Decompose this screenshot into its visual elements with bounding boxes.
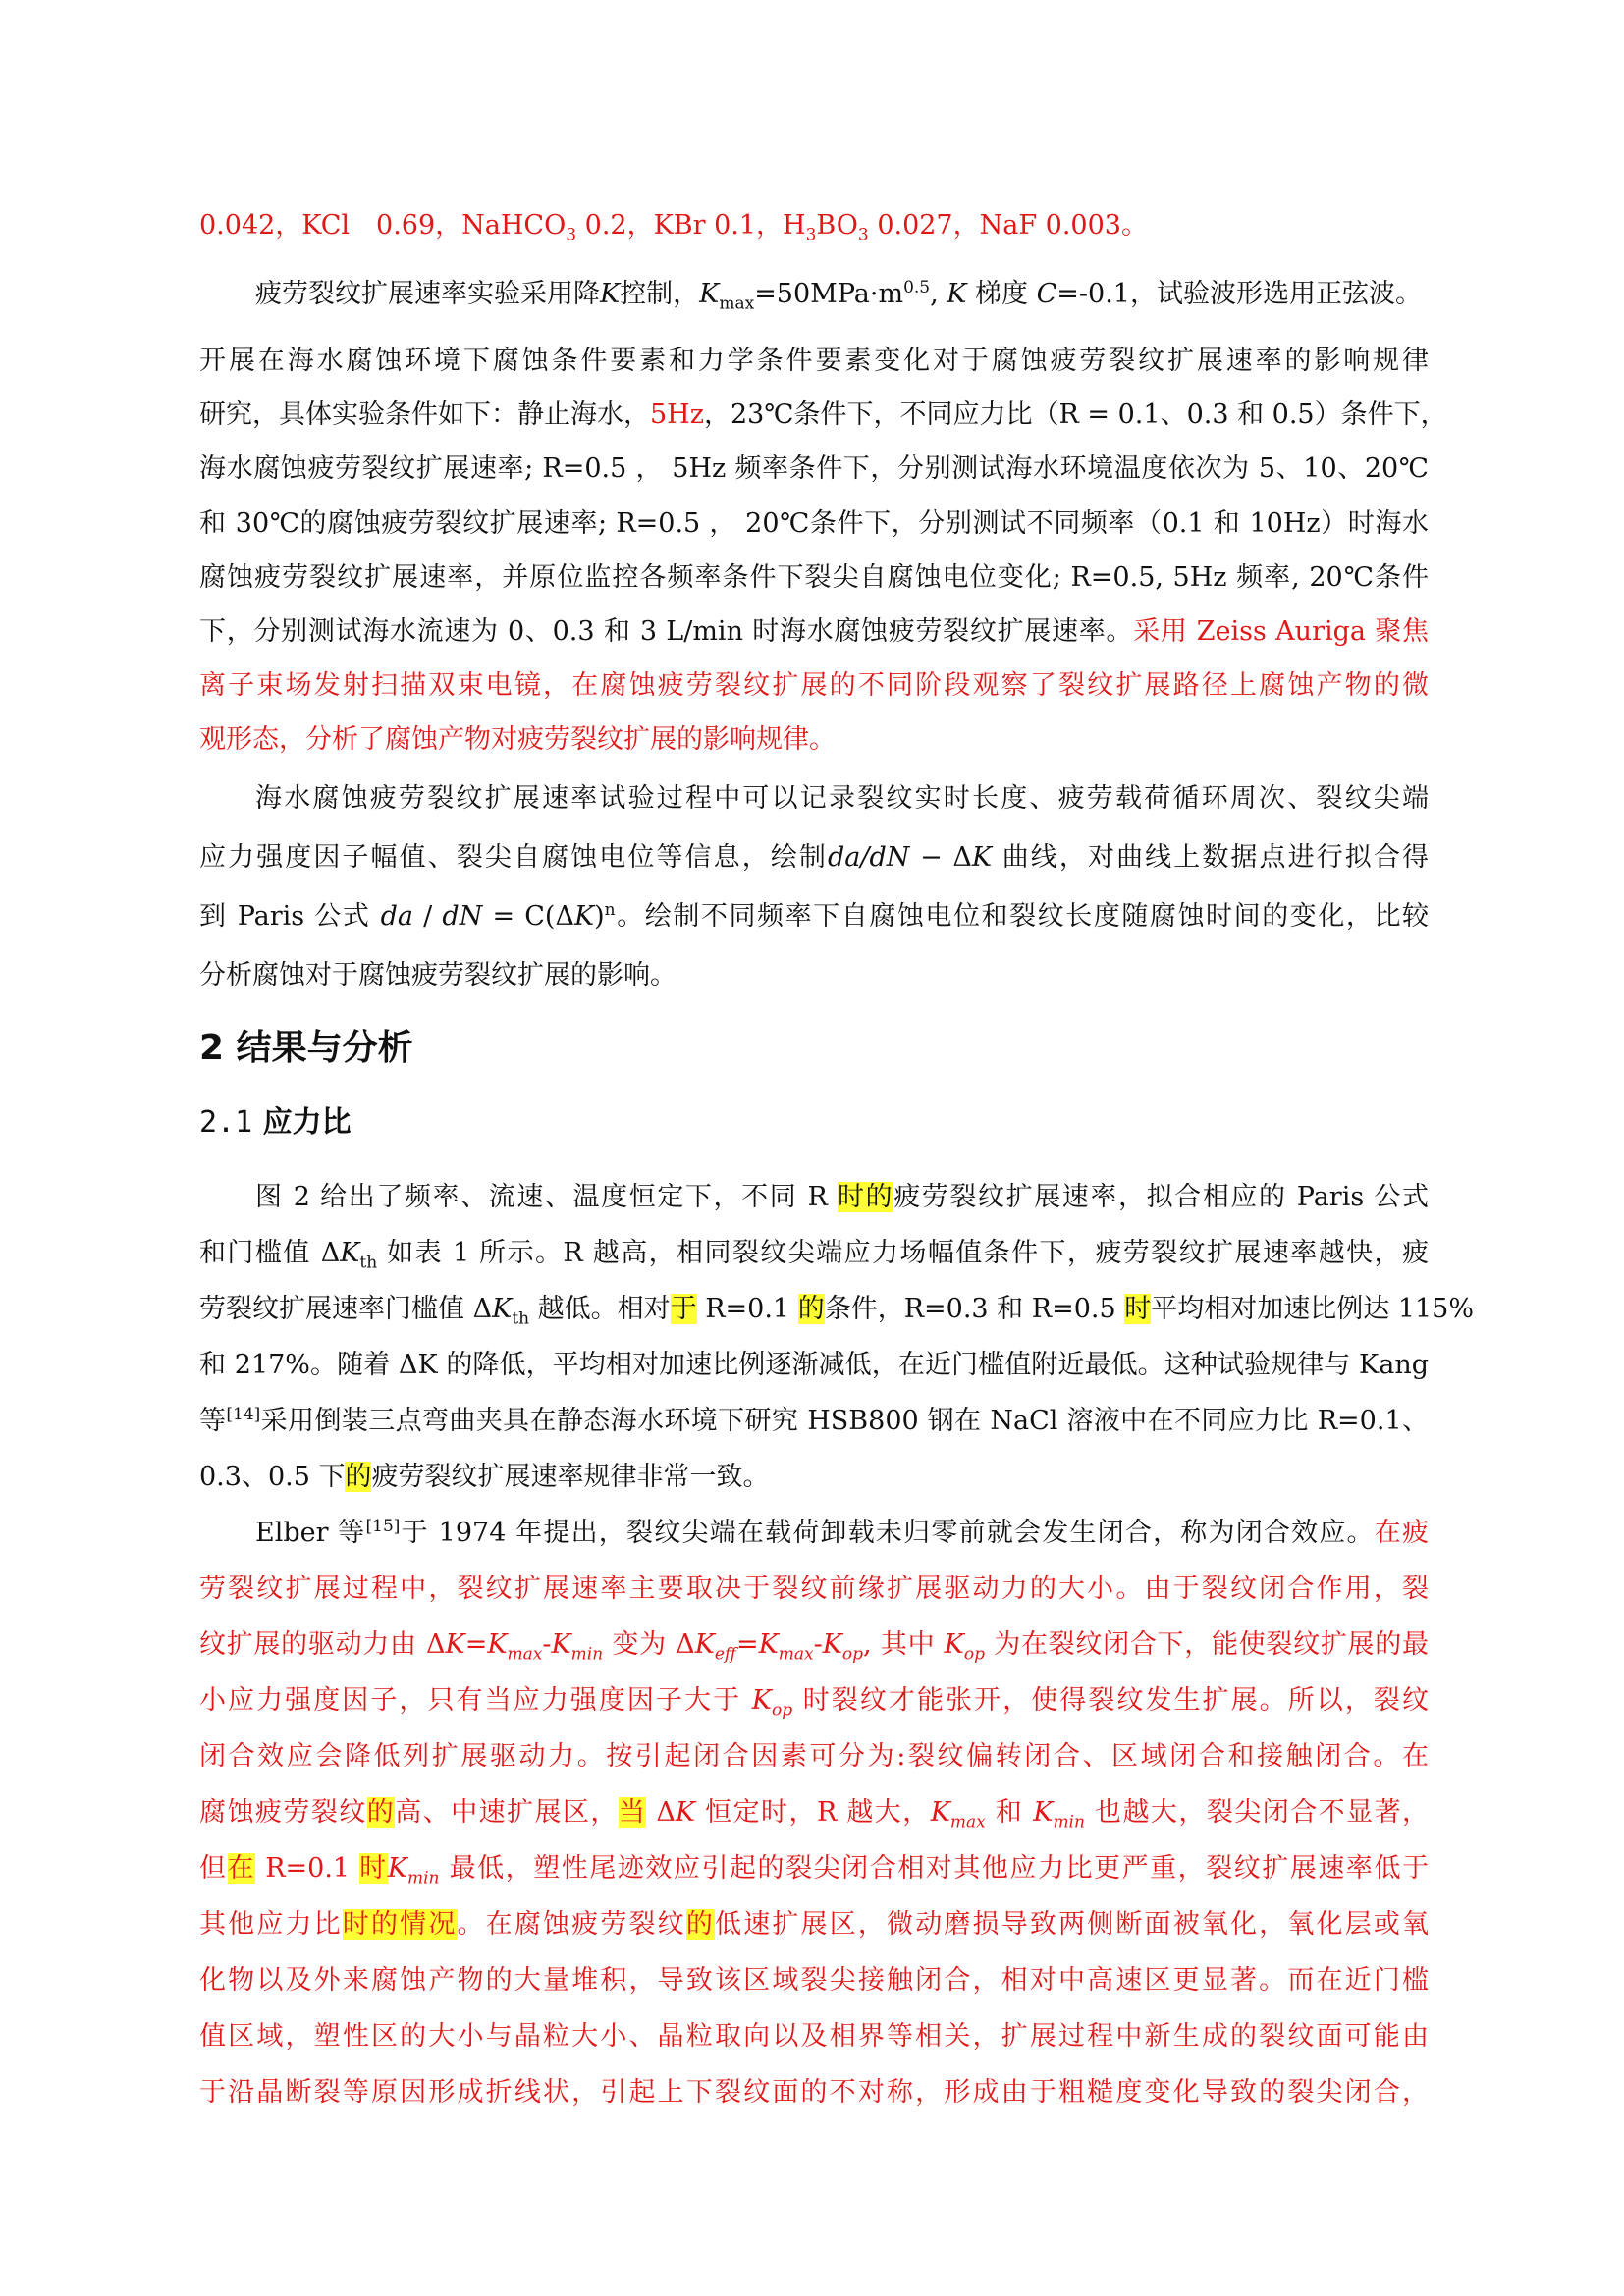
text-line: 小应力强度因子，只有当应力强度因子大于 $K_{op}$ 时裂纹才能张开，使得裂纹发生扩展。所以，裂纹: [199, 1685, 1429, 1721]
text-line: 于沿晶断裂等原因形成折线状，引起上下裂纹面的不对称，形成由于粗糙度变化导致的裂尖闭合，: [199, 2077, 1429, 2108]
text-line: 腐蚀疲劳裂纹扩展速率，并原位监控各频率条件下裂尖自腐蚀电位变化; R=0.5, 5Hz 频率, 20℃条件: [199, 562, 1429, 593]
text-line: 分析腐蚀对于腐蚀疲劳裂纹扩展的影响。: [199, 960, 677, 990]
text-line: 观形态，分析了腐蚀产物对疲劳裂纹扩展的影响规律。: [199, 724, 836, 755]
text-line: 闭合效应会降低列扩展驱动力。按引起闭合因素可分为:裂纹偏转闭合、区域闭合和接触闭合。在: [199, 1741, 1429, 1772]
text-line: 疲劳裂纹扩展速率实验采用降K控制，$K_{max}=50MPa\cdot m^{0.5}$, K 梯度 C=-0.1，试验波形选用正弦波。: [255, 278, 1422, 314]
text-line: 研究，具体实验条件如下：静止海水，5Hz，23℃条件下，不同应力比（R = 0.1、0.3 和 0.5）条件下，: [199, 400, 1447, 430]
text-line: 但在 R=0.1 时$K_{min}$ 最低，塑性尾迹效应引起的裂尖闭合相对其他应力比更严重，裂纹扩展速率低于: [199, 1853, 1429, 1889]
text-line: 和 30℃的腐蚀疲劳裂纹扩展速率; R=0.5 ， 20℃条件下，分别测试不同频率（0.1 和 10Hz）时海水: [199, 508, 1429, 539]
section-heading: 2 结果与分析: [199, 1028, 413, 1068]
text-line: 和门槛值 $\Delta K_{th}$ 如表 1 所示。R 越高，相同裂纹尖端应力场幅值条件下，疲劳裂纹扩展速率越快，疲: [199, 1238, 1429, 1273]
text-line: 应力强度因子幅值、裂尖自腐蚀电位等信息，绘制da/dN − ΔK 曲线，对曲线上数据点进行拟合得: [199, 842, 1429, 873]
text-line: 和 217%。随着 ΔK 的降低，平均相对加速比例逐渐减低，在近门槛值附近最低。这种试验规律与 Kang: [199, 1350, 1429, 1380]
text-line: 下，分别测试海水流速为 0、0.3 和 3 L/min 时海水腐蚀疲劳裂纹扩展速率。采用 Zeiss Auriga 聚焦: [199, 616, 1429, 647]
text-line: 0.3、0.5 下的疲劳裂纹扩展速率规律非常一致。: [199, 1462, 770, 1492]
text-line: 图 2 给出了频率、流速、温度恒定下，不同 R 时的疲劳裂纹扩展速率，拟合相应的 Paris 公式: [255, 1182, 1429, 1212]
text-line: 劳裂纹扩展过程中，裂纹扩展速率主要取决于裂纹前缘扩展驱动力的大小。由于裂纹闭合作用，裂: [199, 1574, 1429, 1604]
text-line: 劳裂纹扩展速率门槛值 $\Delta K_{th}$ 越低。相对于 R=0.1 的条件，R=0.3 和 R=0.5 时平均相对加速比例达 115%: [199, 1294, 1475, 1329]
text-line: 海水腐蚀疲劳裂纹扩展速率; R=0.5 ， 5Hz 频率条件下，分别测试海水环境温度依次为 5、10、20℃: [199, 454, 1429, 484]
text-line: 其他应力比时的情况。在腐蚀疲劳裂纹的低速扩展区，微动磨损导致两侧断面被氧化，氧化层或氧: [199, 1909, 1430, 1940]
text-line: 到 Paris 公式 da / dN = $C(\Delta K)^n$。绘制不同频率下自腐蚀电位和裂纹长度随腐蚀时间的变化，比较: [199, 900, 1430, 932]
text-line: 开展在海水腐蚀环境下腐蚀条件要素和力学条件要素变化对于腐蚀疲劳裂纹扩展速率的影响规律: [199, 346, 1429, 376]
text-line: 离子束场发射扫描双束电镜，在腐蚀疲劳裂纹扩展的不同阶段观察了裂纹扩展路径上腐蚀产物的微: [199, 670, 1429, 701]
text-line: 纹扩展的驱动力由 $\Delta K=K_{max}-K_{min}$ 变为 $\Delta K_{eff}=K_{max}-K_{op}$, 其中 $K_{op}$ 为在裂纹闭合下，能使裂纹扩展的最: [199, 1629, 1429, 1665]
text-line: 值区域，塑性区的大小与晶粒大小、晶粒取向以及相界等相关，扩展过程中新生成的裂纹面可能由: [199, 2021, 1429, 2052]
text-line: Elber 等[15]于 1974 年提出，裂纹尖端在载荷卸载未归零前就会发生闭合，称为闭合效应。在疲: [255, 1517, 1429, 1548]
text-line: 海水腐蚀疲劳裂纹扩展速率试验过程中可以记录裂纹实时长度、疲劳载荷循环周次、裂纹尖端: [255, 783, 1429, 814]
text-line: 等[14]采用倒装三点弯曲夹具在静态海水环境下研究 HSB800 钢在 NaCl 溶液中在不同应力比 R=0.1、: [199, 1405, 1429, 1436]
subsection-heading: 2.1 应力比: [199, 1105, 352, 1140]
text-line: 0.042，KCl 0.69，NaHCO$_3$ 0.2，KBr 0.1，$H_3BO_3$ 0.027，NaF 0.003。: [199, 210, 1148, 245]
text-line: 化物以及外来腐蚀产物的大量堆积，导致该区域裂尖接触闭合，相对中高速区更显著。而在近门槛: [199, 1965, 1429, 1996]
text-line: 腐蚀疲劳裂纹的高、中速扩展区，当 ΔK 恒定时，R 越大，$K_{max}$ 和 $K_{min}$ 也越大，裂尖闭合不显著，: [199, 1797, 1430, 1833]
